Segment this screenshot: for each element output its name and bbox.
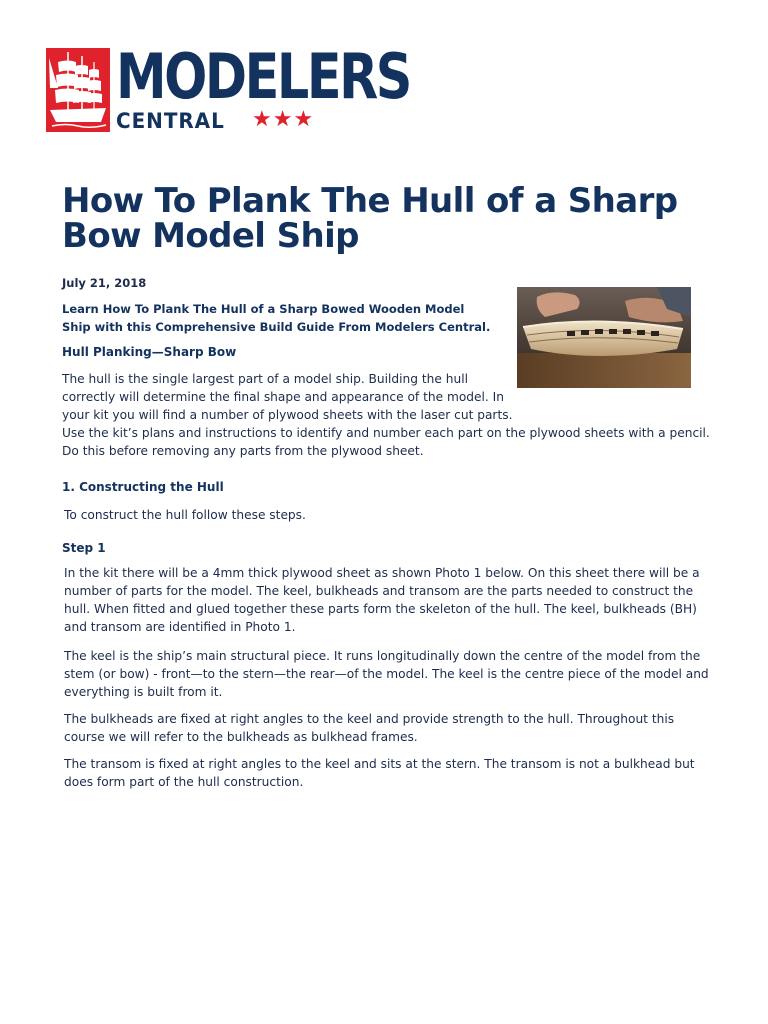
step1-paragraph-4: The transom is fixed at right angles to the keel and sits at the stern. The transom is not a bulkhead but does form part of the hull construction.: [64, 757, 695, 789]
page-title: How To Plank The Hull of a Sharp Bow Model Ship: [62, 181, 678, 256]
constructing-paragraph: To construct the hull follow these steps.: [64, 508, 306, 522]
hull-intro-paragraph: [62, 370, 712, 460]
hull-intro-line: correctly will determine the final shape and appearance of the model. In: [62, 390, 504, 404]
publish-date: July 21, 2018: [62, 276, 147, 290]
step1-paragraph-2: The keel is the ship’s main structural piece. It runs longitudinally down the centre of the model from the stem (or bow) - front—to the stern—the rear—of the model. The keel is the centre piece of the model and everything is built from it.: [64, 649, 709, 699]
hull-intro-line: your kit you will find a number of plywood sheets with the laser cut parts.: [62, 408, 513, 422]
section-heading-constructing: 1. Constructing the Hull: [62, 480, 224, 494]
intro-text: Learn How To Plank The Hull of a Sharp Bowed Wooden Model Ship with this Comprehensive Build Guide From Modelers Central.: [62, 302, 491, 334]
step1-paragraph-1: In the kit there will be a 4mm thick plywood sheet as shown Photo 1 below. On this sheet there will be a number of parts for the model. The keel, bulkheads and transom are the parts needed to construct the hull. When fitted and glued together these parts form the skeleton of the hull. The keel, bulkheads (BH) and transom are identified in Photo 1.: [64, 566, 700, 634]
brand-stars: ★★★: [252, 107, 315, 132]
brand-name: MODELERS: [116, 40, 410, 113]
section-heading-hull-planking: Hull Planking—Sharp Bow: [62, 345, 237, 359]
hull-intro-line: The hull is the single largest part of a model ship. Building the hull: [62, 372, 468, 386]
step1-paragraph-3: The bulkheads are fixed at right angles to the keel and provide strength to the hull. Throughout this course we will refer to the bulkheads as bulkhead frames.: [64, 712, 675, 744]
step-heading: Step 1: [62, 541, 106, 555]
brand-logo[interactable]: [46, 40, 410, 134]
brand-sub: CENTRAL: [116, 109, 225, 133]
ship-icon: [46, 48, 110, 132]
hull-intro-line: Use the kit’s plans and instructions to identify and number each part on the plywood sheets with a pencil. Do this before removing any parts from the plywood sheet.: [62, 426, 710, 458]
